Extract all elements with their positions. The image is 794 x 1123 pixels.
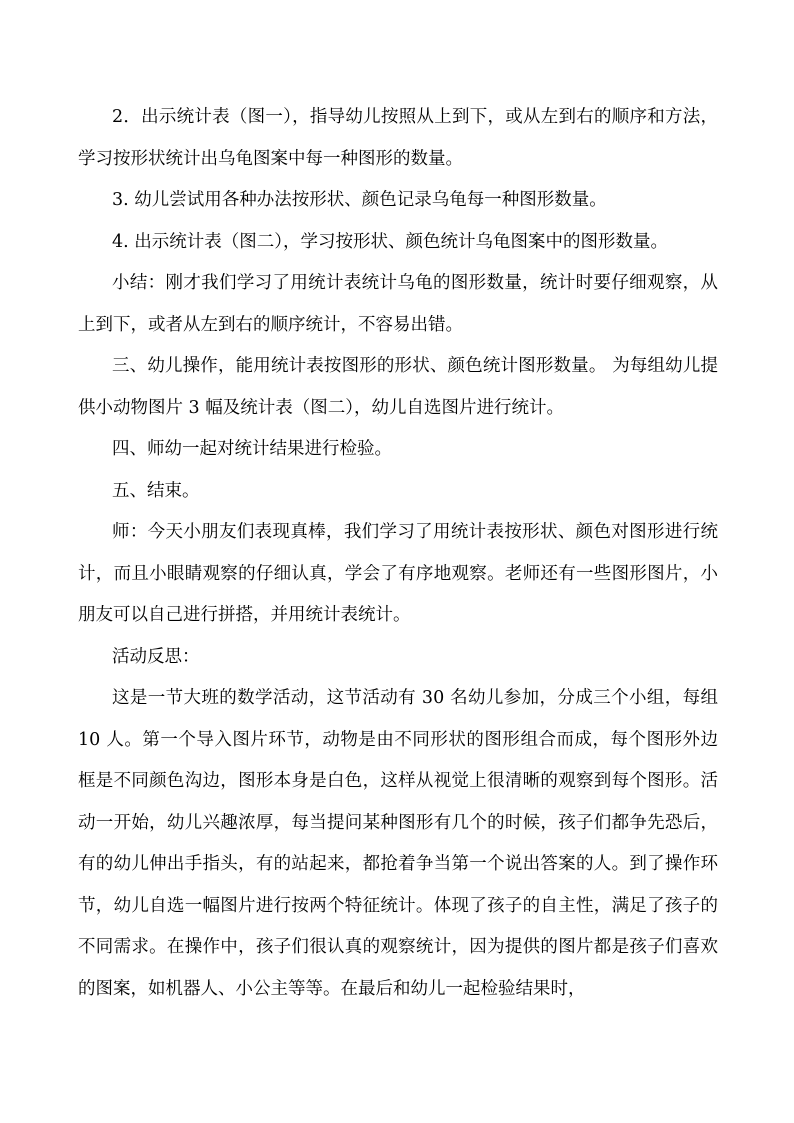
paragraph-teacher-closing: 师：今天小朋友们表现真棒，我们学习了用统计表按形状、颜色对图形进行统计，而且小眼睛观察的仔细认真，学会了有序地观察。老师还有一些图形图片，小朋友可以自己进行拼搭，并用统计表统计。	[78, 522, 718, 625]
paragraph-step-3: 3. 幼儿尝试用各种办法按形状、颜色记录乌龟每一种图形数量。	[112, 190, 607, 210]
paragraph-section-4: 四、师幼一起对统计结果进行检验。	[112, 439, 392, 459]
paragraph-step-2: 2．出示统计表（图一），指导幼儿按照从上到下，或从左到右的顺序和方法，学习按形状统计出乌龟图案中每一种图形的数量。	[78, 107, 718, 169]
paragraph-section-3: 三、幼儿操作，能用统计表按图形的形状、颜色统计图形数量。 为每组幼儿提供小动物图片 3 幅及统计表（图二），幼儿自选图片进行统计。	[78, 356, 718, 418]
paragraph-step-4: 4. 出示统计表（图二），学习按形状、颜色统计乌龟图案中的图形数量。	[112, 231, 669, 252]
paragraph-summary: 小结：刚才我们学习了用统计表统计乌龟的图形数量，统计时要仔细观察，从上到下，或者从左到右的顺序统计，不容易出错。	[78, 273, 718, 335]
paragraph-section-5: 五、结束。	[112, 480, 200, 501]
paragraph-reflection-heading: 活动反思：	[112, 646, 200, 667]
document-body	[78, 97, 718, 1010]
paragraph-reflection-body: 这是一节大班的数学活动，这节活动有 30 名幼儿参加，分成三个小组，每组 10 人。第一个导入图片环节，动物是由不同形状的图形组合而成，每个图形外边框是不同颜色沟边，图形本身是白色，这样从视觉上很清晰的观察到每个图形。活动一开始，幼儿兴趣浓厚，每当提问某种图形有几个的时候，孩子们都争先恐后，有的幼儿伸出手指头，有的站起来，都抢着争当第一个说出答案的人。到了操作环节，幼儿自选一幅图片进行按两个特征统计。体现了孩子的自主性，满足了孩子的不同需求。在操作中，孩子们很认真的观察统计，因为提供的图片都是孩子们喜欢的图案，如机器人、小公主等等。在最后和幼儿一起检验结果时，	[78, 688, 718, 999]
